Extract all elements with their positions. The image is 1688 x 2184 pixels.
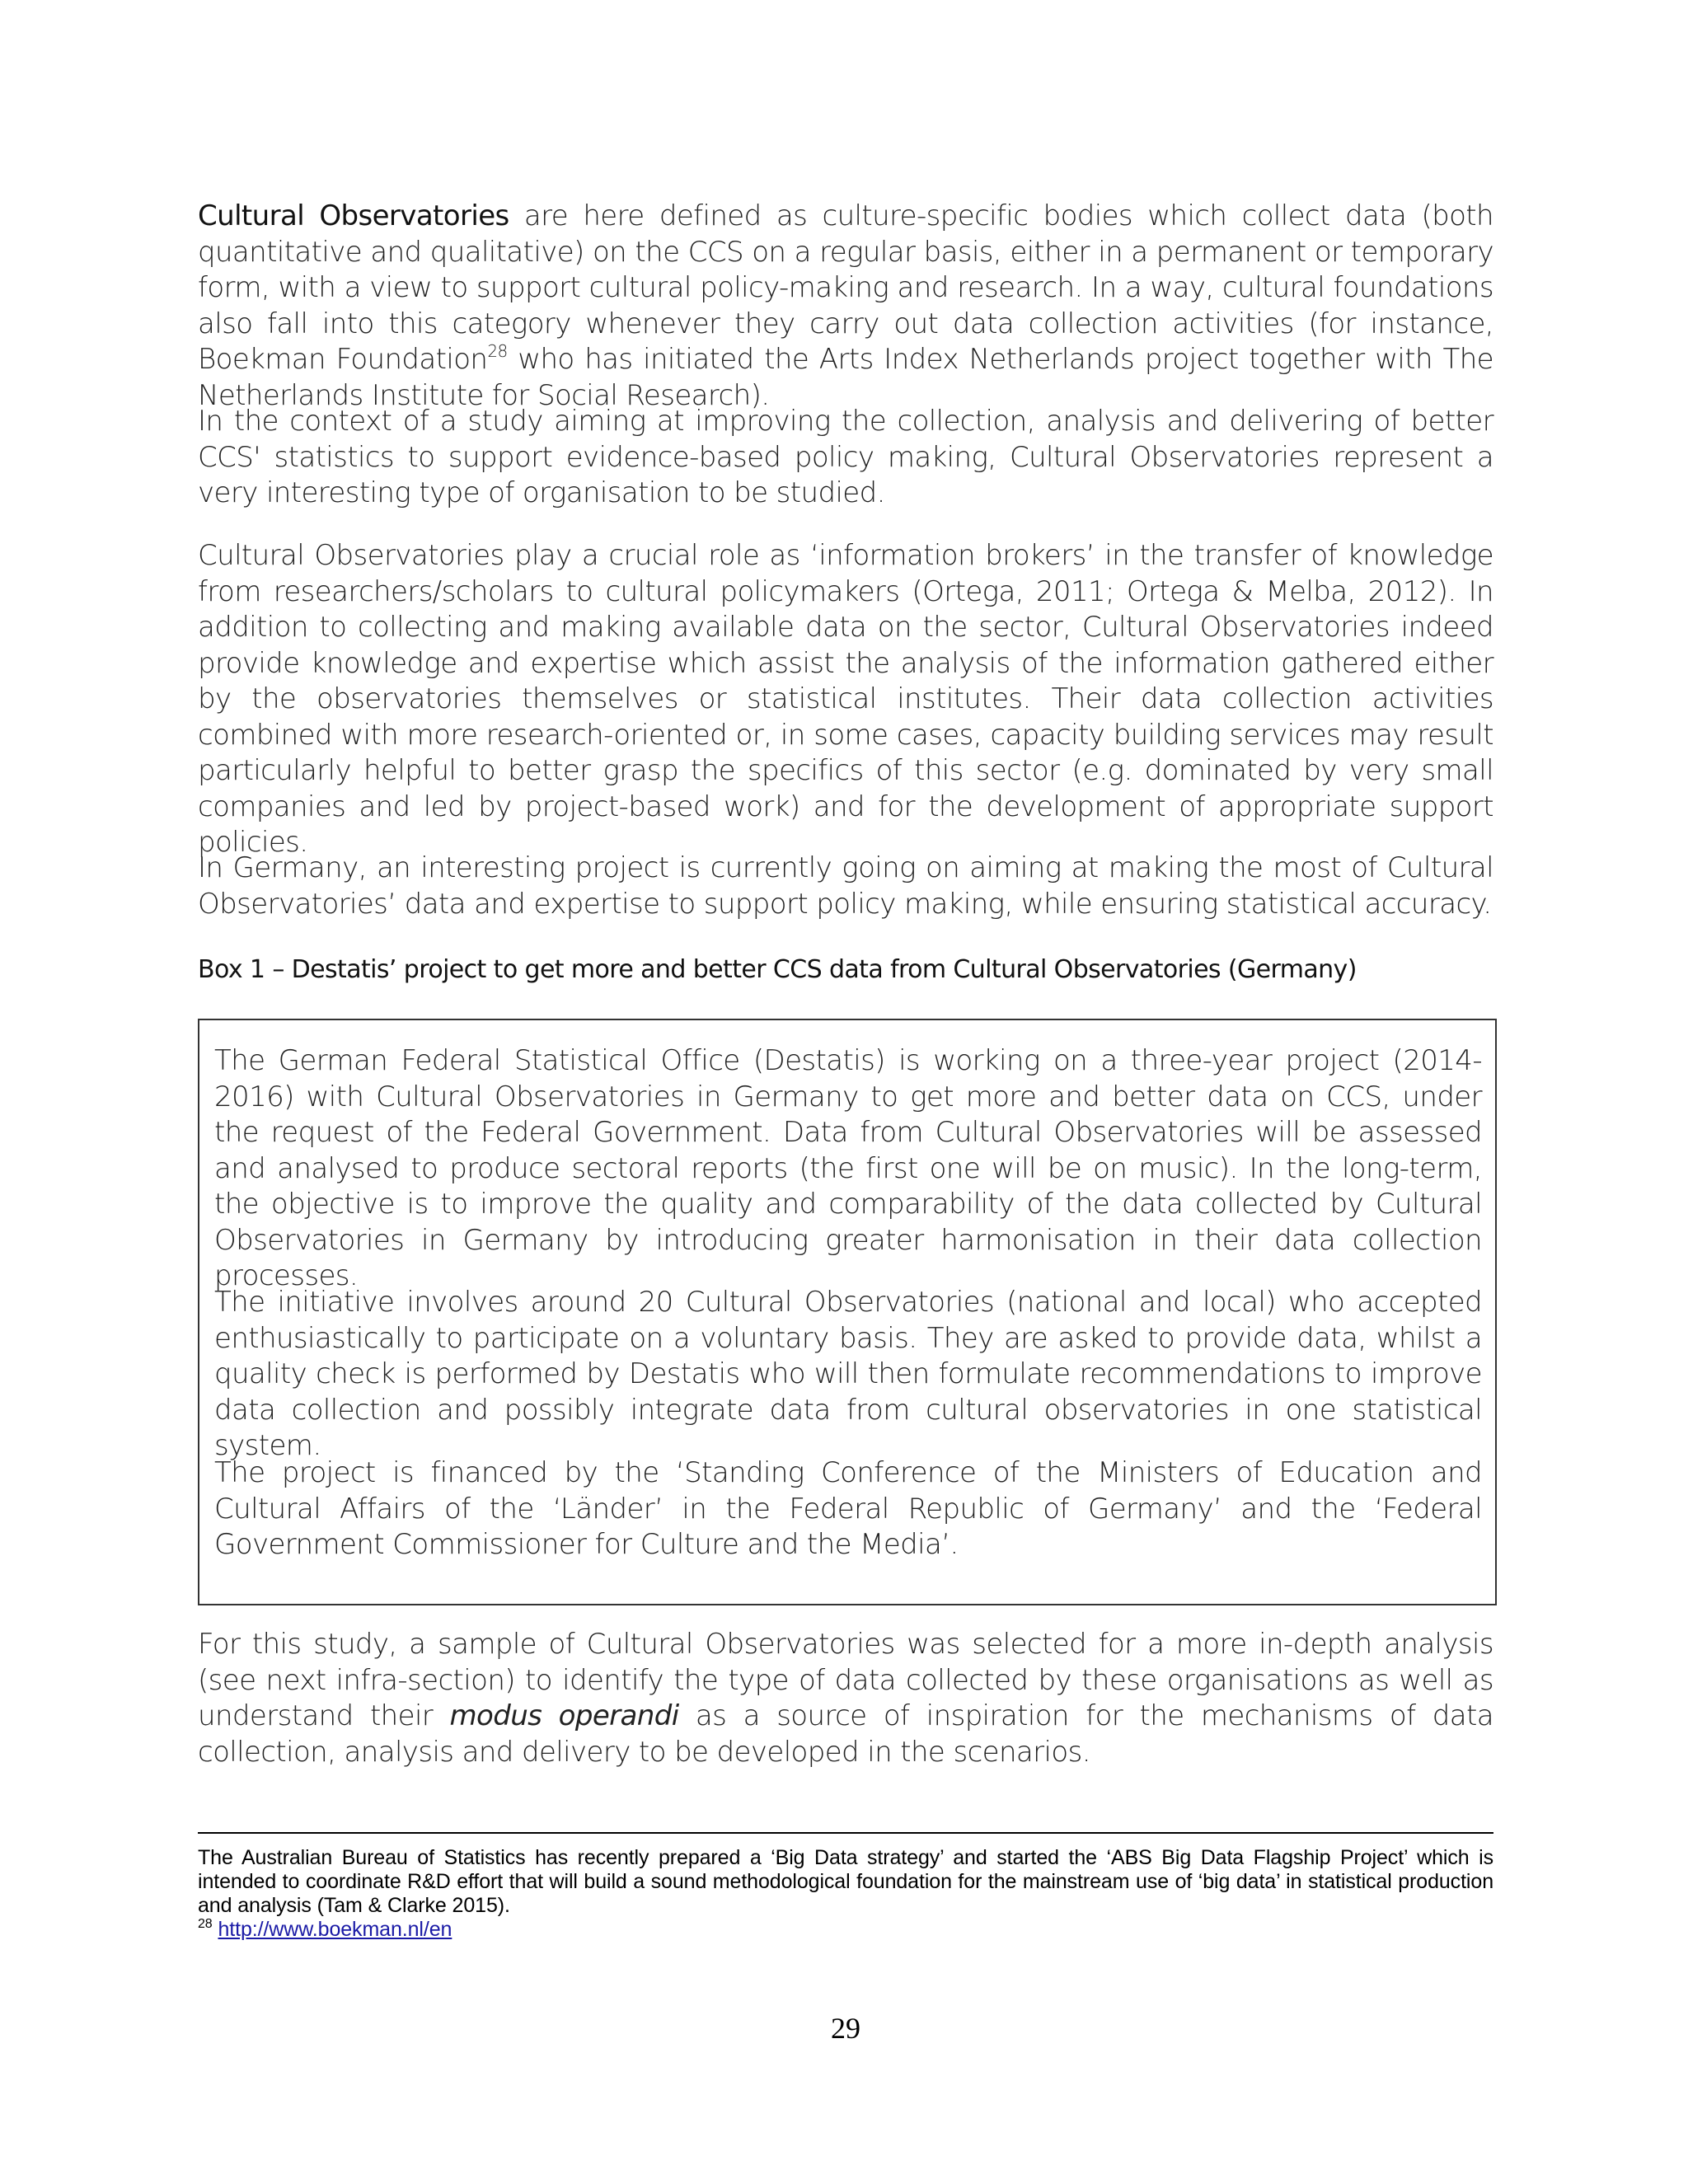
- footnote-continued: The Australian Bureau of Statistics has recently prepared a ‘Big Data strategy’ and started the ‘ABS Big Data Flagship Project’ which is intended to coordinate R&D effort that will build a sound methodological foundation for the mainstream use of ‘big data’ in statistical production and analysis (Tam & Clarke 2015).: [198, 1846, 1493, 1917]
- paragraph-germany-project: In Germany, an interesting project is currently going on aiming at making the most of Cultural Observatories’ data and expertise to support policy making, while ensuring statistical accuracy.: [198, 851, 1493, 921]
- italic-term: modus operandi: [449, 1699, 679, 1732]
- paragraph-sample-selection: [198, 1627, 1493, 1770]
- footnote-number: 28: [198, 1917, 213, 1931]
- boekman-link[interactable]: http://www.boekman.nl/en: [218, 1918, 452, 1941]
- footnote-ref-28[interactable]: 28: [487, 341, 508, 361]
- paragraph-text: are here defined as culture-specific bodies which collect data (both quantitative and qualitative) on the CCS on a regular basis, either in a permanent or temporary form, with a view to support cultural policy-making and research. In a way, cultural foundations also fall into this category whenever they carry out data collection activities (for instance, Boekman Foundation: [198, 199, 1493, 376]
- paragraph-cultural-observatories-definition: [198, 199, 1493, 414]
- paragraph-text-tail: as a source of inspiration for the mechanisms of data collection, analysis and delivery to be developed in the scenarios.: [198, 1699, 1493, 1769]
- paragraph-study-context: In the context of a study aiming at improving the collection, analysis and delivering of better CCS' statistics to support evidence-based policy making, Cultural Observatories represent a very interesting type of organisation to be studied.: [198, 405, 1493, 509]
- box-paragraph-initiative: The initiative involves around 20 Cultural Observatories (national and local) who accepted enthusiastically to participate on a voluntary basis. They are asked to provide data, whilst a quality check is performed by Destatis who will then formulate recommendations to improve data collection and possibly integrate data from cultural observatories in one statistical system.: [214, 1286, 1482, 1462]
- destatis-box: [198, 1019, 1497, 1605]
- paragraph-information-brokers: Cultural Observatories play a crucial role as ‘information brokers’ in the transfer of knowledge from researchers/scholars to cultural policymakers (Ortega, 2011; Ortega & Melba, 2012). In addition to collecting and making available data on the sector, Cultural Observatories indeed provide knowledge and expertise which assist the analysis of the information gathered either by the observatories themselves or statistical institutes. Their data collection activities combined with more research-oriented or, in some cases, capacity building services may result particularly helpful to better grasp the specifics of this sector (e.g. dominated by very small companies and led by project-based work) and for the development of appropriate support policies.: [198, 539, 1493, 859]
- box-paragraph-financing: The project is financed by the ‘Standing Conference of the Ministers of Education and Cultural Affairs of the ‘Länder’ in the Federal Republic of Germany’ and the ‘Federal Government Commissioner for Culture and the Media’.: [214, 1456, 1482, 1561]
- page-number: 29: [831, 2012, 860, 2045]
- footnote-28: [198, 1918, 1493, 1942]
- paragraph-text-tail: who has initiated the Arts Index Netherlands project together with The Netherlands Institute for Social Research).: [198, 343, 1493, 412]
- term-cultural-observatories: Cultural Observatories: [198, 199, 509, 232]
- box-paragraph-destatis: The German Federal Statistical Office (Destatis) is working on a three-year project (2014-2016) with Cultural Observatories in Germany to get more and better data on CCS, under the request of the Federal Government. Data from Cultural Observatories will be assessed and analysed to produce sectoral reports (the first one will be on music). In the long-term, the objective is to improve the quality and comparability of the data collected by Cultural Observatories in Germany by introducing greater harmonisation in their data collection processes.: [214, 1044, 1482, 1292]
- paragraph-text: For this study, a sample of Cultural Observatories was selected for a more in-depth analysis (see next infra-section) to identify the type of data collected by these organisations as well as understand their: [198, 1628, 1493, 1732]
- footnote-separator: [198, 1832, 1493, 1834]
- box-caption: Box 1 – Destatis’ project to get more and better CCS data from Cultural Observatories (Germany): [198, 955, 1357, 984]
